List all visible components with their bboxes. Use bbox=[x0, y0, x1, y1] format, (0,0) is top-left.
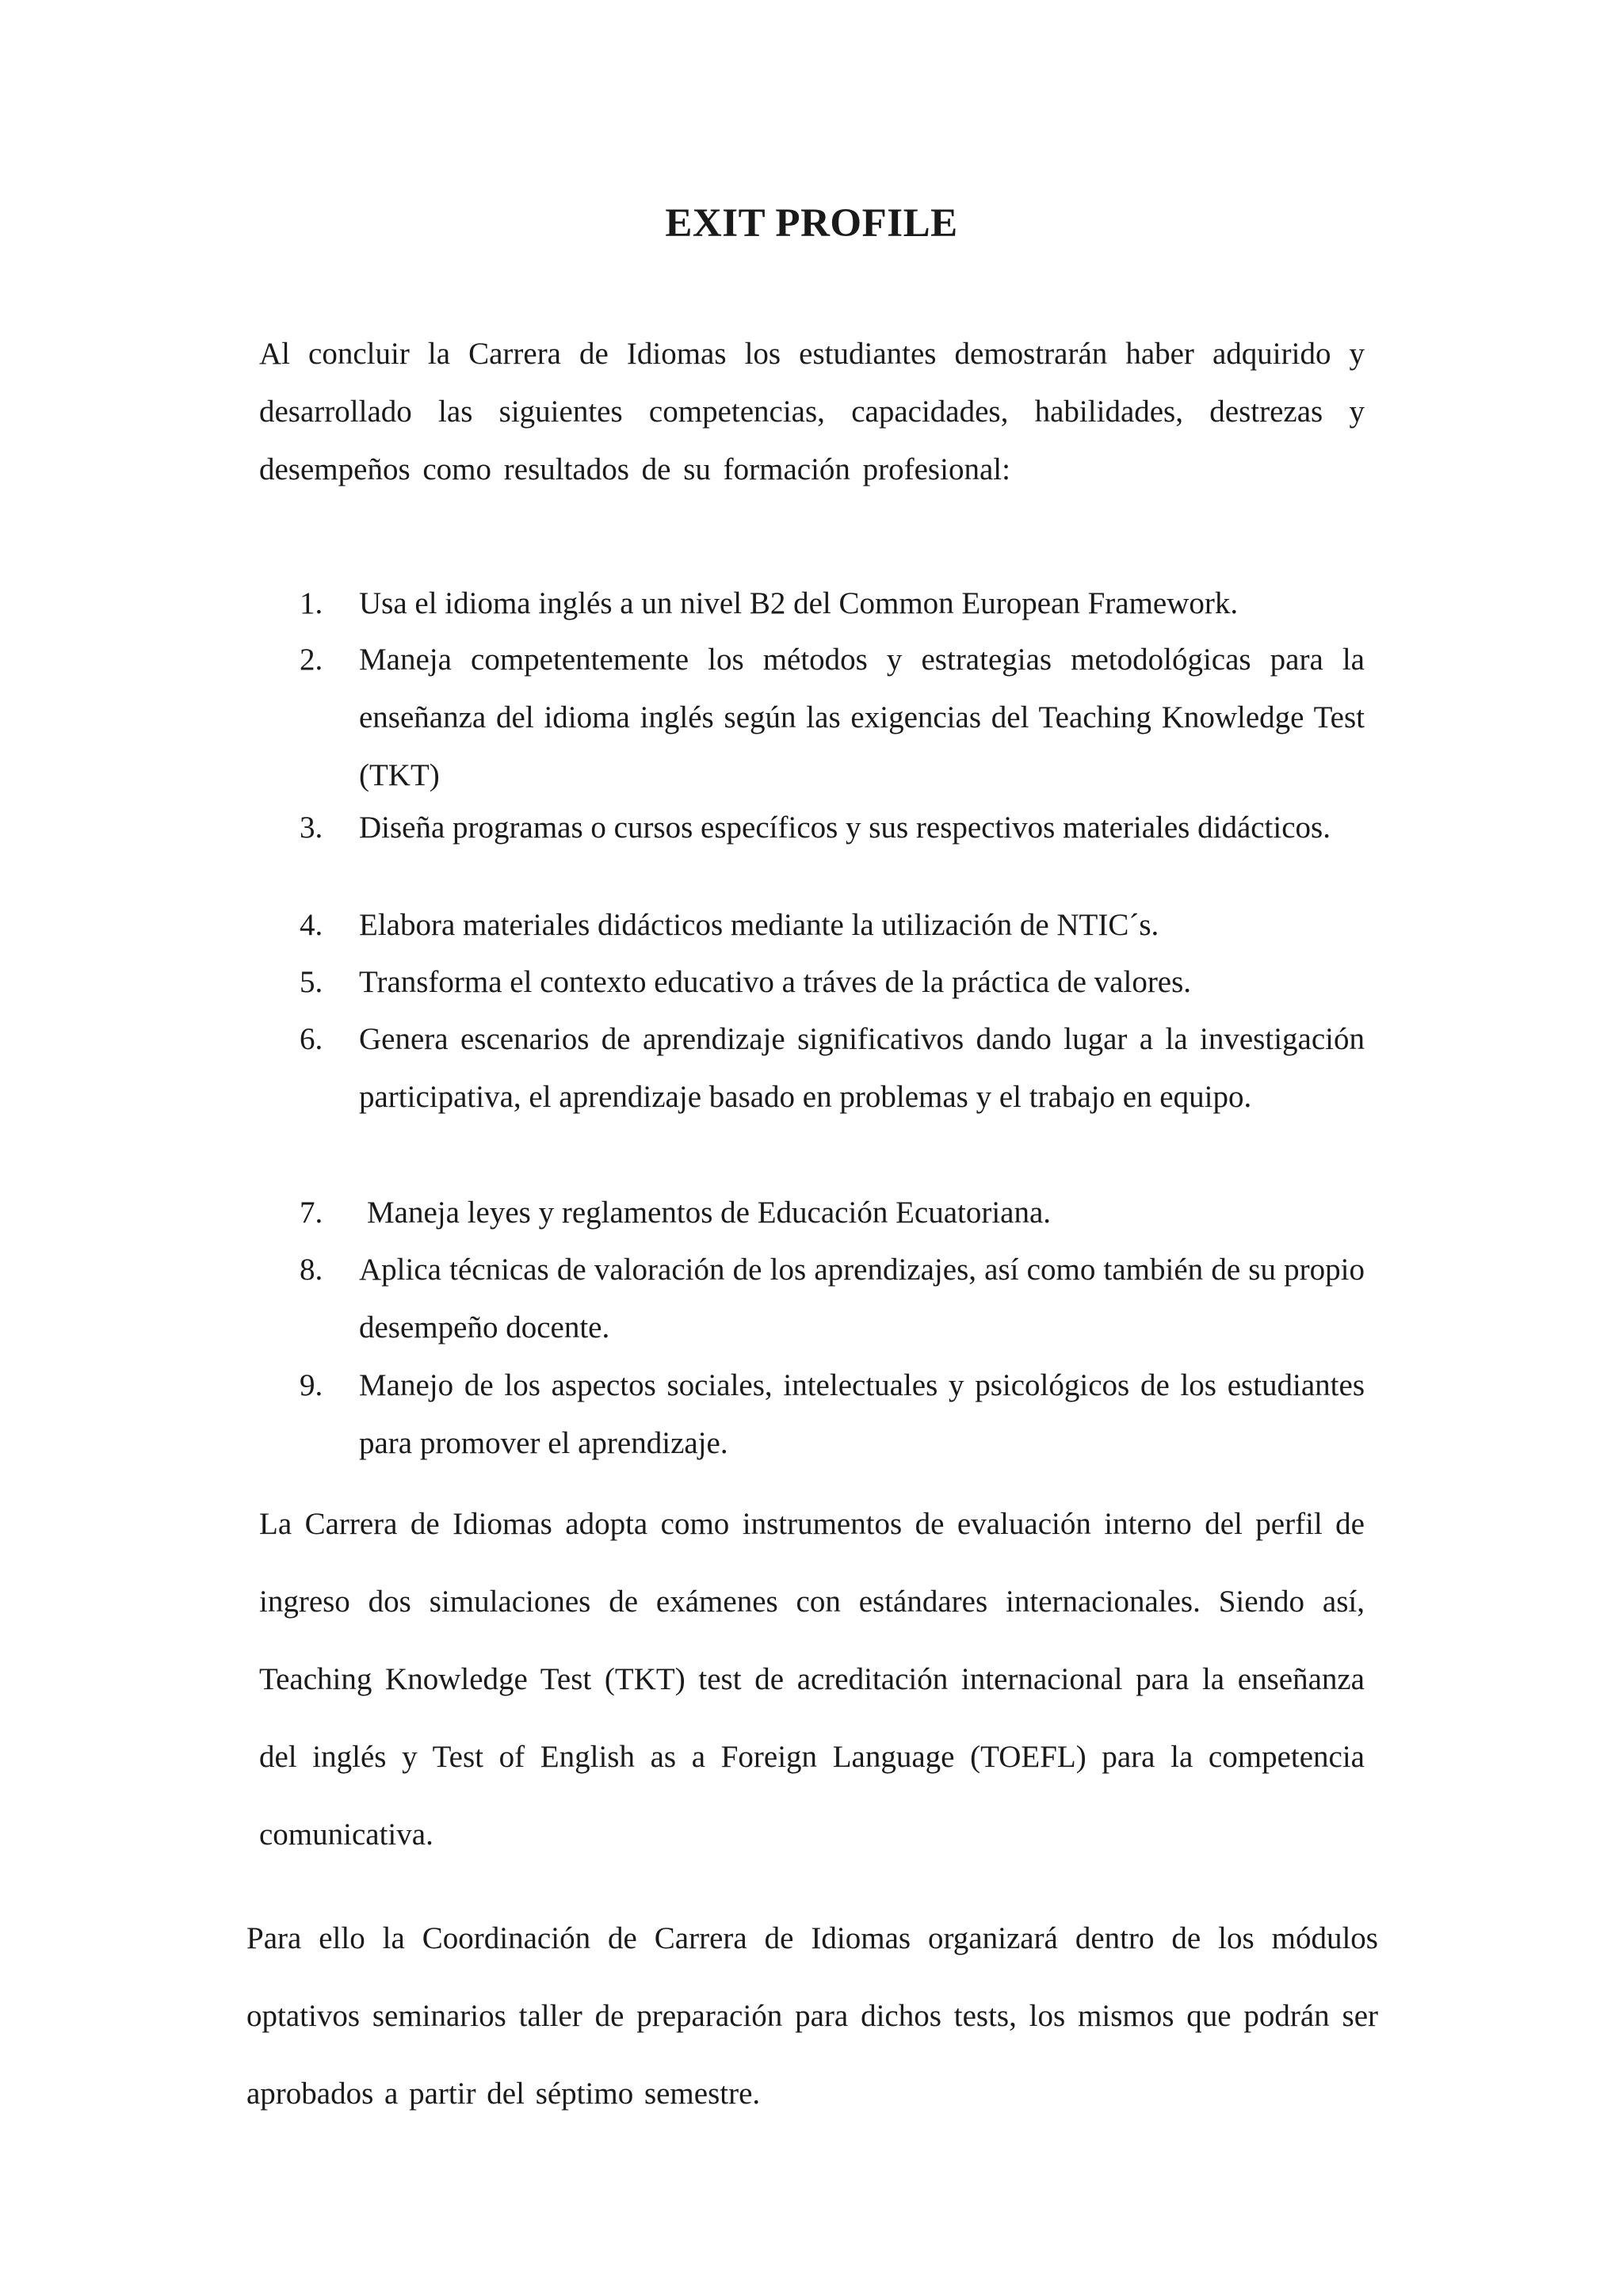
list-item-number: 3. bbox=[300, 810, 323, 845]
list-item-text: Manejo de los aspectos sociales, intelectuales y psicológicos de los estudiantes para promover el aprendizaje. bbox=[359, 1368, 1365, 1460]
list-item-text: Maneja competentemente los métodos y estrategias metodológicas para la enseñanza del idioma inglés según las exigencias del Teaching Knowledge Test (TKT) bbox=[359, 643, 1365, 792]
list-item-text: Usa el idioma inglés a un nivel B2 del Common European Framework. bbox=[359, 586, 1239, 620]
page-title: EXIT PROFILE bbox=[665, 201, 958, 246]
list-item-number: 7. bbox=[300, 1196, 323, 1230]
list-item-number: 6. bbox=[300, 1022, 323, 1056]
list-item bbox=[300, 1184, 1365, 1241]
list-item-number: 8. bbox=[300, 1253, 323, 1287]
list-item-text: Elabora materiales didácticos mediante la utilización de NTIC´s. bbox=[359, 908, 1159, 942]
intro-paragraph: Al concluir la Carrera de Idiomas los estudiantes demostrarán haber adquirido y desarrollado las siguientes competencias, capacidades, habilidades, destrezas y desempeños como resultados de su formación profesional: bbox=[259, 337, 1365, 486]
list-item bbox=[300, 1356, 1365, 1472]
list-item bbox=[300, 896, 1365, 954]
list-item-number: 9. bbox=[300, 1368, 323, 1402]
coordination-paragraph: Para ello la Coordinación de Carrera de Idiomas organizará dentro de los módulos optativos seminarios taller de preparación para dichos tests, los mismos que podrán ser aprobados a partir del séptimo semestre. bbox=[246, 1921, 1378, 2111]
list-item-number: 4. bbox=[300, 908, 323, 942]
list-item bbox=[300, 574, 1365, 632]
list-item-text: Transforma el contexto educativo a tráves de la práctica de valores. bbox=[359, 965, 1192, 999]
list-item-text: Aplica técnicas de valoración de los aprendizajes, así como también de su propio desempeño docente. bbox=[359, 1253, 1365, 1344]
evaluation-paragraph: La Carrera de Idiomas adopta como instrumentos de evaluación interno del perfil de ingreso dos simulaciones de exámenes con estándares internacionales. Siendo así, Teaching Knowledge Test (TKT) test de acreditación internacional para la enseñanza del inglés y Test of English as a Foreign Language (TOEFL) para la competencia comunicativa. bbox=[259, 1507, 1365, 1852]
list-item bbox=[300, 808, 1365, 848]
list-item bbox=[300, 1010, 1365, 1126]
list-item bbox=[300, 1241, 1365, 1356]
list-item-text: Maneja leyes y reglamentos de Educación Ecuatoriana. bbox=[367, 1196, 1052, 1230]
list-item bbox=[300, 953, 1365, 1011]
list-item-text: Diseña programas o cursos específicos y sus respectivos materiales didácticos. bbox=[359, 810, 1331, 845]
list-item-number: 5. bbox=[300, 965, 323, 999]
list-item-number: 2. bbox=[300, 643, 323, 677]
list-item-number: 1. bbox=[300, 586, 323, 620]
list-item bbox=[300, 631, 1365, 804]
list-item-text: Genera escenarios de aprendizaje significativos dando lugar a la investigación participativa, el aprendizaje basado en problemas y el trabajo en equipo. bbox=[359, 1022, 1365, 1114]
